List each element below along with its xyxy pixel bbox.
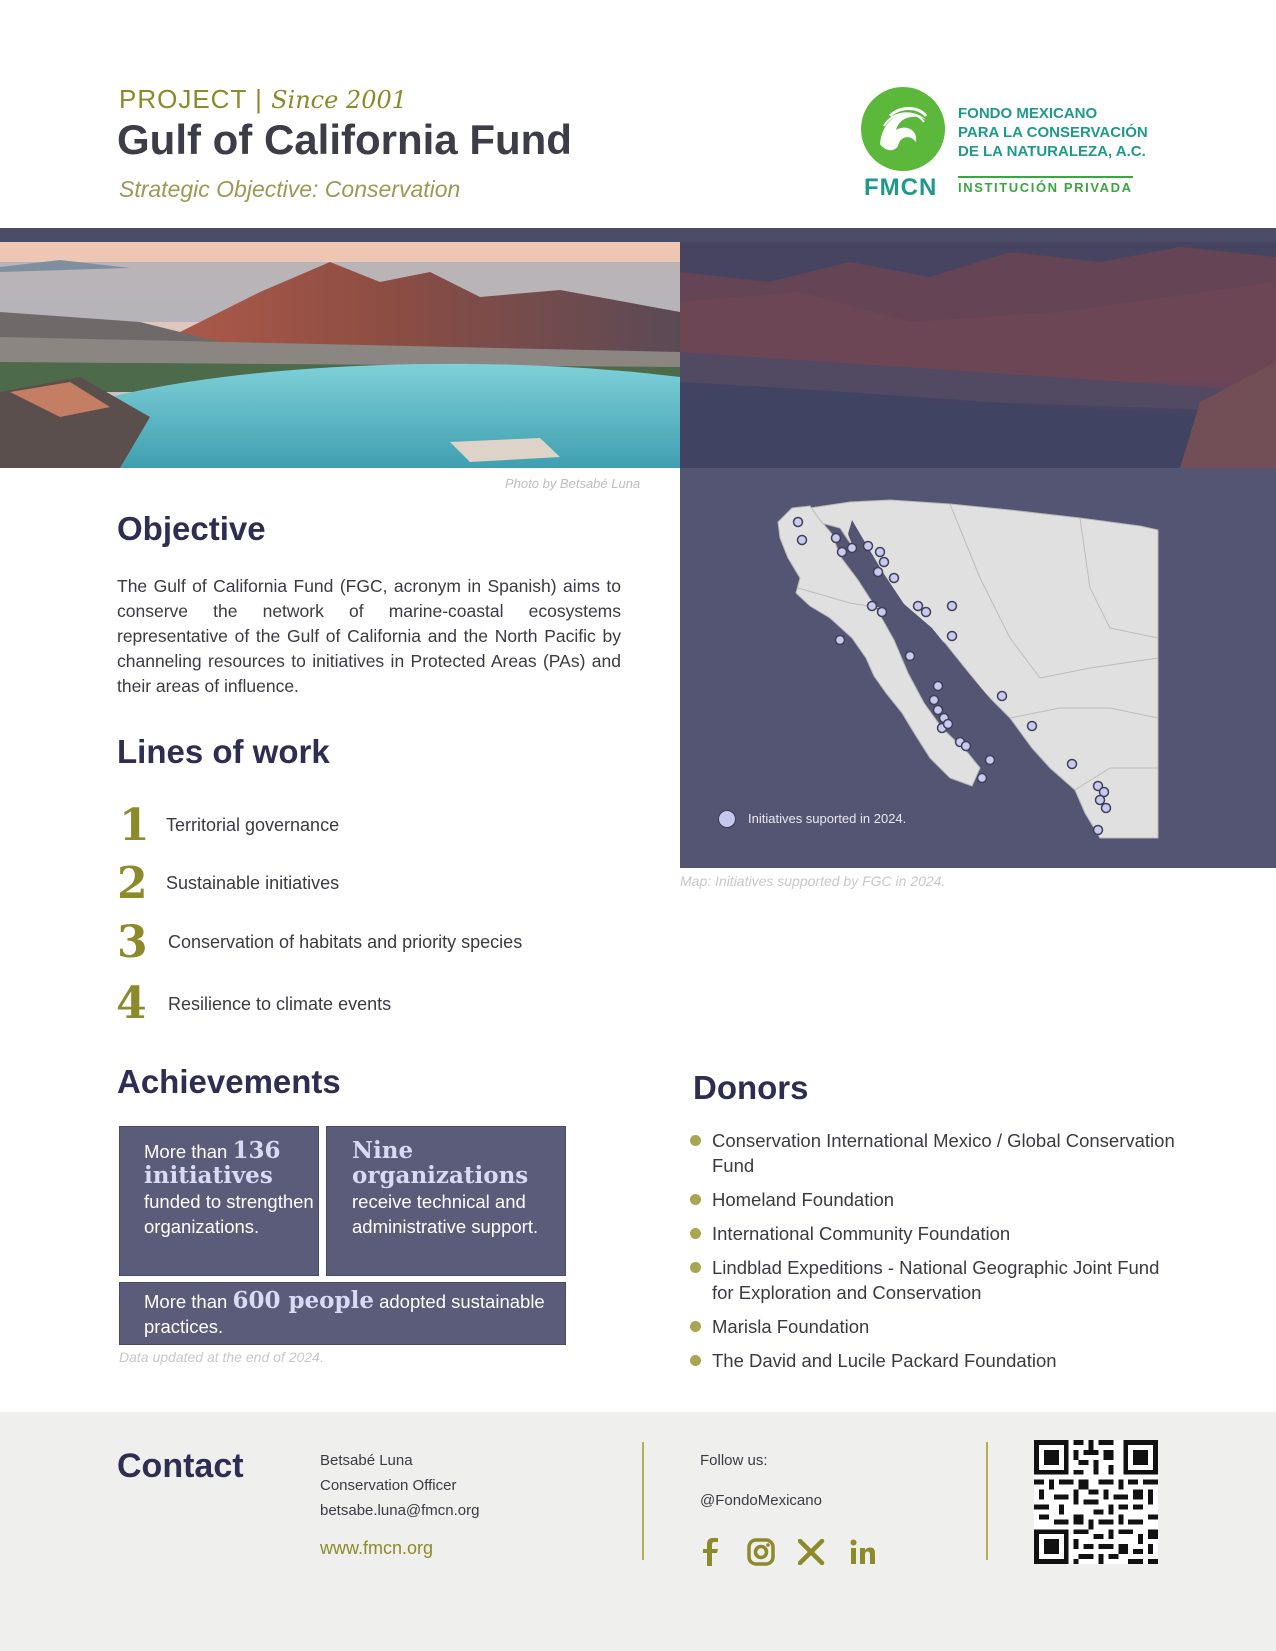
facebook-icon[interactable] — [694, 1535, 728, 1569]
achievement-highlight: Nine organizations — [352, 1137, 529, 1189]
fmcn-logo-mark-icon — [860, 86, 946, 172]
donor-name: Lindblad Expeditions - National Geographic Joint Fund for Exploration and Conservation — [712, 1257, 1160, 1303]
achievement-text: More than — [144, 1141, 233, 1162]
bullet-icon — [690, 1194, 701, 1205]
website-link[interactable]: www.fmcn.org — [320, 1538, 434, 1558]
project-kicker — [119, 84, 407, 115]
list-item — [690, 1187, 1180, 1212]
banner-top-bar — [0, 228, 1276, 242]
contact-heading: Contact — [117, 1447, 244, 1485]
map-caption: Map: Initiatives supported by FGC in 2024. — [680, 873, 946, 889]
achievement-text: adopted sustainable practices. — [144, 1291, 545, 1337]
achievement-highlight: 600 people — [232, 1287, 374, 1314]
initiatives-map — [680, 468, 1276, 868]
footer-divider — [986, 1442, 988, 1560]
bullet-icon — [690, 1228, 701, 1239]
list-item — [690, 1128, 1180, 1178]
achievement-text: funded to strengthen organizations. — [144, 1191, 314, 1237]
donor-name: International Community Foundation — [712, 1223, 1011, 1244]
instagram-icon[interactable] — [744, 1535, 778, 1569]
list-item — [690, 1221, 1180, 1246]
landscape-photo-overlay — [680, 242, 1276, 468]
donors-list — [690, 1128, 1180, 1382]
objective-paragraph: The Gulf of California Fund (FGC, acronym in Spanish) aims to conserve the network of marine-coastal ecosystems representative of the Gulf of California and the North Pacific by channeling resources to initiatives in Protected Areas (PAs) and their areas of influence. — [117, 576, 621, 696]
bullet-icon — [690, 1135, 701, 1146]
achievement-highlight: 136 initiatives — [144, 1137, 281, 1189]
work-line-number: 4 — [116, 978, 147, 1029]
logo-tagline: INSTITUCIÓN PRIVADA — [958, 176, 1133, 195]
work-line-label: Sustainable initiatives — [166, 873, 340, 893]
kicker-since: Since 2001 — [271, 86, 408, 114]
work-line-label: Territorial governance — [166, 815, 340, 835]
fmcn-logo — [860, 86, 1170, 201]
kicker-separator: | — [246, 84, 272, 114]
work-line-number: 2 — [117, 858, 148, 909]
contact-email-link[interactable]: betsabe.luna@fmcn.org — [320, 1502, 480, 1519]
bullet-icon — [690, 1321, 701, 1332]
map-legend-label: Initiatives suported in 2024. — [748, 811, 907, 826]
x-icon[interactable] — [795, 1535, 829, 1569]
follow-us-label: Follow us: — [700, 1452, 768, 1469]
donors-heading: Donors — [693, 1069, 809, 1106]
list-item — [690, 1348, 1180, 1373]
logo-abbreviation: FMCN — [864, 174, 938, 201]
bullet-icon — [690, 1355, 701, 1366]
map-panel — [680, 468, 1276, 868]
achievement-text: receive technical and administrative support. — [352, 1191, 539, 1237]
logo-name-line: DE LA NATURALEZA, A.C. — [958, 143, 1146, 160]
social-handle: @FondoMexicano — [700, 1492, 822, 1509]
donor-name: The David and Lucile Packard Foundation — [712, 1350, 1057, 1371]
contact-role: Conservation Officer — [320, 1477, 457, 1494]
footer-divider — [642, 1442, 644, 1560]
linkedin-icon[interactable] — [846, 1535, 880, 1569]
donor-name: Conservation International Mexico / Global Conservation Fund — [712, 1130, 1175, 1176]
kicker-project: PROJECT — [119, 84, 247, 114]
achievement-card-initiatives — [119, 1126, 319, 1276]
donor-name: Marisla Foundation — [712, 1316, 870, 1337]
achievement-card-organizations — [326, 1126, 566, 1276]
bullet-icon — [690, 1262, 701, 1273]
achievement-card-people — [119, 1282, 566, 1345]
achievement-text: More than — [144, 1291, 233, 1312]
lines-of-work-heading: Lines of work — [117, 733, 330, 770]
objective-heading: Objective — [117, 510, 266, 547]
list-item — [690, 1314, 1180, 1339]
work-line-label: Resilience to climate events — [168, 994, 392, 1014]
achievements-note: Data updated at the end of 2024. — [119, 1349, 324, 1365]
landscape-photo — [0, 242, 680, 468]
logo-name-line: FONDO MEXICANO — [958, 105, 1098, 122]
contact-name: Betsabé Luna — [320, 1452, 413, 1469]
qr-code-icon[interactable] — [1034, 1440, 1158, 1564]
photo-credit: Photo by Betsabé Luna — [505, 476, 641, 491]
work-line-number: 3 — [117, 917, 148, 968]
achievements-heading: Achievements — [117, 1063, 341, 1100]
work-line-number: 1 — [119, 800, 150, 851]
page-subtitle: Strategic Objective: Conservation — [119, 176, 461, 202]
logo-name-line: PARA LA CONSERVACIÓN — [958, 124, 1148, 141]
logo-organization-name — [958, 104, 1148, 161]
donor-name: Homeland Foundation — [712, 1189, 895, 1210]
map-legend-dot-icon — [718, 810, 736, 828]
work-line-label: Conservation of habitats and priority species — [168, 932, 523, 952]
page-title: Gulf of California Fund — [117, 116, 572, 163]
list-item — [690, 1255, 1180, 1305]
